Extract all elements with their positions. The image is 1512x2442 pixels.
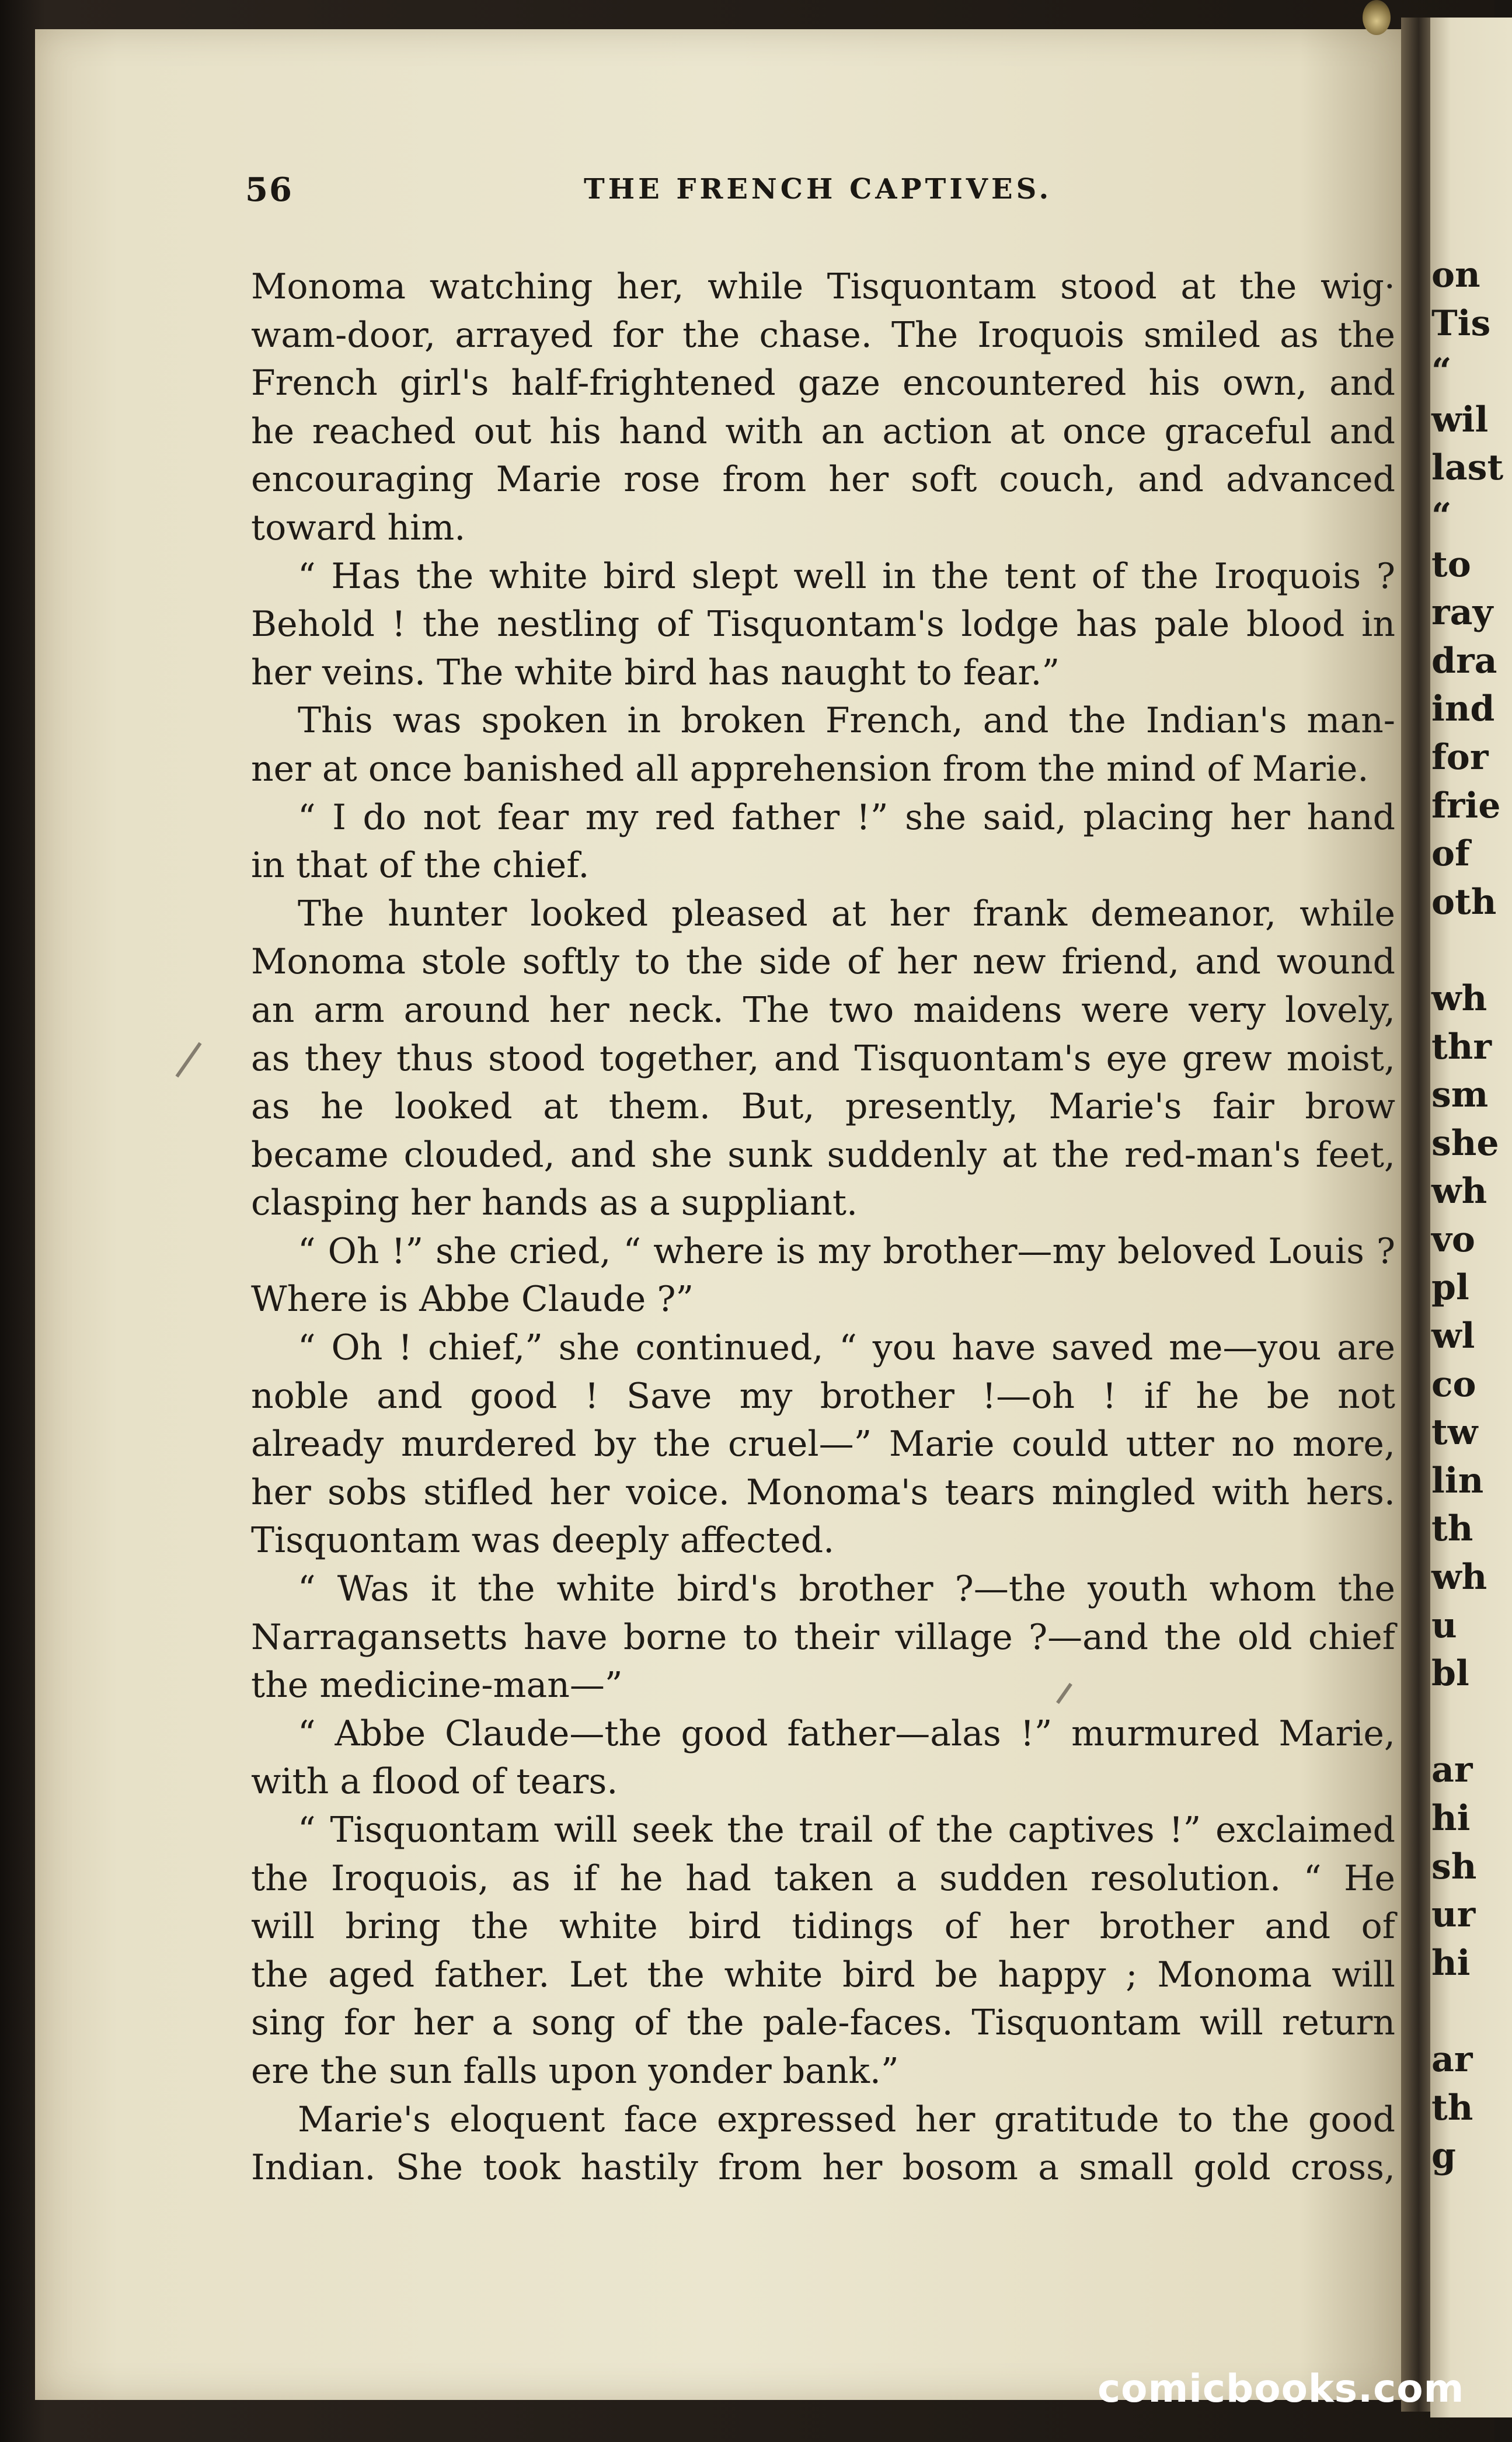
facing-line-fragment: thr [1431,1026,1492,1067]
facing-line-fragment: hi [1431,1798,1471,1839]
facing-line-fragment: last [1431,447,1504,489]
text-line: clasping her hands as a suppliant. [251,1182,858,1224]
text-line: Tisquontam was deeply affected. [251,1520,835,1561]
text-line: in that of the chief. [251,845,590,886]
text-line: the medicine-man—” [251,1665,623,1706]
text-line: Indian. She took hastily from her bosom a small gold cross, [251,2147,1395,2189]
facing-line-fragment: wil [1431,399,1489,440]
facing-line-fragment: ind [1431,688,1495,730]
facing-line-fragment: sh [1431,1846,1477,1887]
running-head: THE FRENCH CAPTIVES. [584,173,1053,206]
facing-line-fragment: ur [1431,1894,1476,1936]
text-line: “ Tisquontam will seek the trail of the captives !” exclaimed [298,1810,1395,1850]
text-line: her veins. The white bird has naught to fear.” [251,652,1060,693]
facing-line-fragment: vo [1431,1219,1475,1260]
facing-line-fragment: hi [1431,1942,1471,1984]
facing-line-fragment: bl [1431,1653,1469,1695]
facing-line-fragment: on [1431,255,1480,295]
watermark-text: comicbooks.com [1098,2366,1465,2411]
text-line: already murdered by the cruel—” Marie could utter no more, [251,1424,1395,1465]
facing-line-fragment: ar [1431,2039,1473,2080]
text-line: the Iroquois, as if he had taken a sudden resolution. “ He [251,1857,1395,1899]
text-line: “ Abbe Claude—the good father—alas !” murmured Marie, [298,1713,1395,1754]
facing-line-fragment [1431,1698,1494,1747]
text-line: “ Oh ! chief,” she continued, “ you have saved me—you are [298,1327,1395,1369]
facing-line-fragment: g [1431,2135,1456,2177]
text-line: Narragansetts have borne to their village ?—and the old chief [251,1616,1395,1658]
text-line: ner at once banished all apprehension from the mind of Marie. [251,748,1369,789]
facing-line-fragment: for [1431,736,1489,778]
text-line: ere the sun falls upon yonder bank.” [251,2050,899,2092]
text-line: noble and good ! Save my brother !—oh ! if he be not [251,1375,1395,1417]
facing-line-fragment: she [1431,1122,1499,1164]
text-line: Where is Abbe Claude ?” [251,1279,694,1320]
text-line: with a flood of tears. [251,1761,618,1803]
text-line: he reached out his hand with an action at once graceful and [251,411,1395,452]
facing-line-fragment: th [1431,1508,1473,1550]
facing-line-fragment: Tis [1431,302,1491,344]
text-line: Monoma stole softly to the side of her new friend, and wound [251,941,1395,983]
text-line: toward him. [251,507,466,548]
facing-line-fragment [1431,926,1494,975]
text-line: “ I do not fear my red father !” she said, placing her hand [298,796,1395,838]
facing-line-fragment: ray [1431,592,1493,634]
facing-line-fragment: frie [1431,785,1501,826]
text-line: “ Was it the white bird's brother ?—the youth whom the [298,1568,1395,1610]
facing-line-fragment: th [1431,2087,1473,2128]
binding-staple [1363,0,1391,35]
facing-line-fragment: to [1431,544,1471,585]
facing-line-fragment: tw [1431,1412,1478,1453]
facing-line-fragment: pl [1431,1267,1469,1309]
page-number: 56 [245,171,293,209]
facing-line-fragment: wh [1431,1171,1487,1212]
facing-line-fragment: lin [1431,1460,1484,1501]
facing-line-fragment: wh [1431,978,1487,1019]
text-line: “ Has the white bird slept well in the tent of the Iroquois ? [298,555,1395,597]
facing-line-fragment: “ [1431,495,1452,537]
text-line: Marie's eloquent face expressed her gratitude to the good [298,2099,1395,2140]
facing-line-fragment: “ [1431,351,1452,392]
text-line: French girl's half-frightened gaze encountered his own, and [251,363,1395,404]
body-text [251,263,1395,2192]
facing-line-fragment: sm [1431,1074,1489,1116]
facing-line-fragment: co [1431,1363,1476,1405]
facing-line-fragment: dra [1431,640,1497,681]
text-line: Behold ! the nestling of Tisquontam's lodge has pale blood in [251,604,1395,645]
text-line: “ Oh !” she cried, “ where is my brother—my beloved Louis ? [298,1230,1395,1272]
text-line: as he looked at them. But, presently, Marie's fair brow [251,1086,1395,1128]
text-line: her sobs stifled her voice. Monoma's tears mingled with hers. [251,1472,1395,1513]
facing-line-fragment: oth [1431,881,1497,923]
text-line: wam-door, arrayed for the chase. The Iroquois smiled as the [251,314,1395,356]
facing-line-fragment: of [1431,833,1470,875]
facing-line-fragment [1431,1987,1494,2036]
facing-page-text [1431,251,1504,2180]
facing-line-fragment: wl [1431,1316,1475,1357]
text-line: sing for her a song of the pale-faces. Tisquontam will return [251,2002,1395,2044]
text-line: the aged father. Let the white bird be happy ; Monoma will [251,1954,1395,1995]
text-line: This was spoken in broken French, and the Indian's man- [298,700,1395,742]
text-line: encouraging Marie rose from her soft couch, and advanced [251,459,1395,500]
text-line: as they thus stood together, and Tisquontam's eye grew moist, [251,1038,1395,1079]
facing-line-fragment: u [1431,1605,1457,1646]
text-line: an arm around her neck. The two maidens were very lovely, [251,989,1395,1031]
text-line: will bring the white bird tidings of her brother and of [251,1906,1395,1947]
text-line: became clouded, and she sunk suddenly at the red-man's feet, [251,1134,1395,1175]
text-line: Monoma watching her, while Tisquontam stood at the wig· [251,266,1395,307]
facing-line-fragment: wh [1431,1557,1487,1598]
facing-line-fragment: ar [1431,1749,1473,1791]
text-line: The hunter looked pleased at her frank demeanor, while [298,893,1395,934]
